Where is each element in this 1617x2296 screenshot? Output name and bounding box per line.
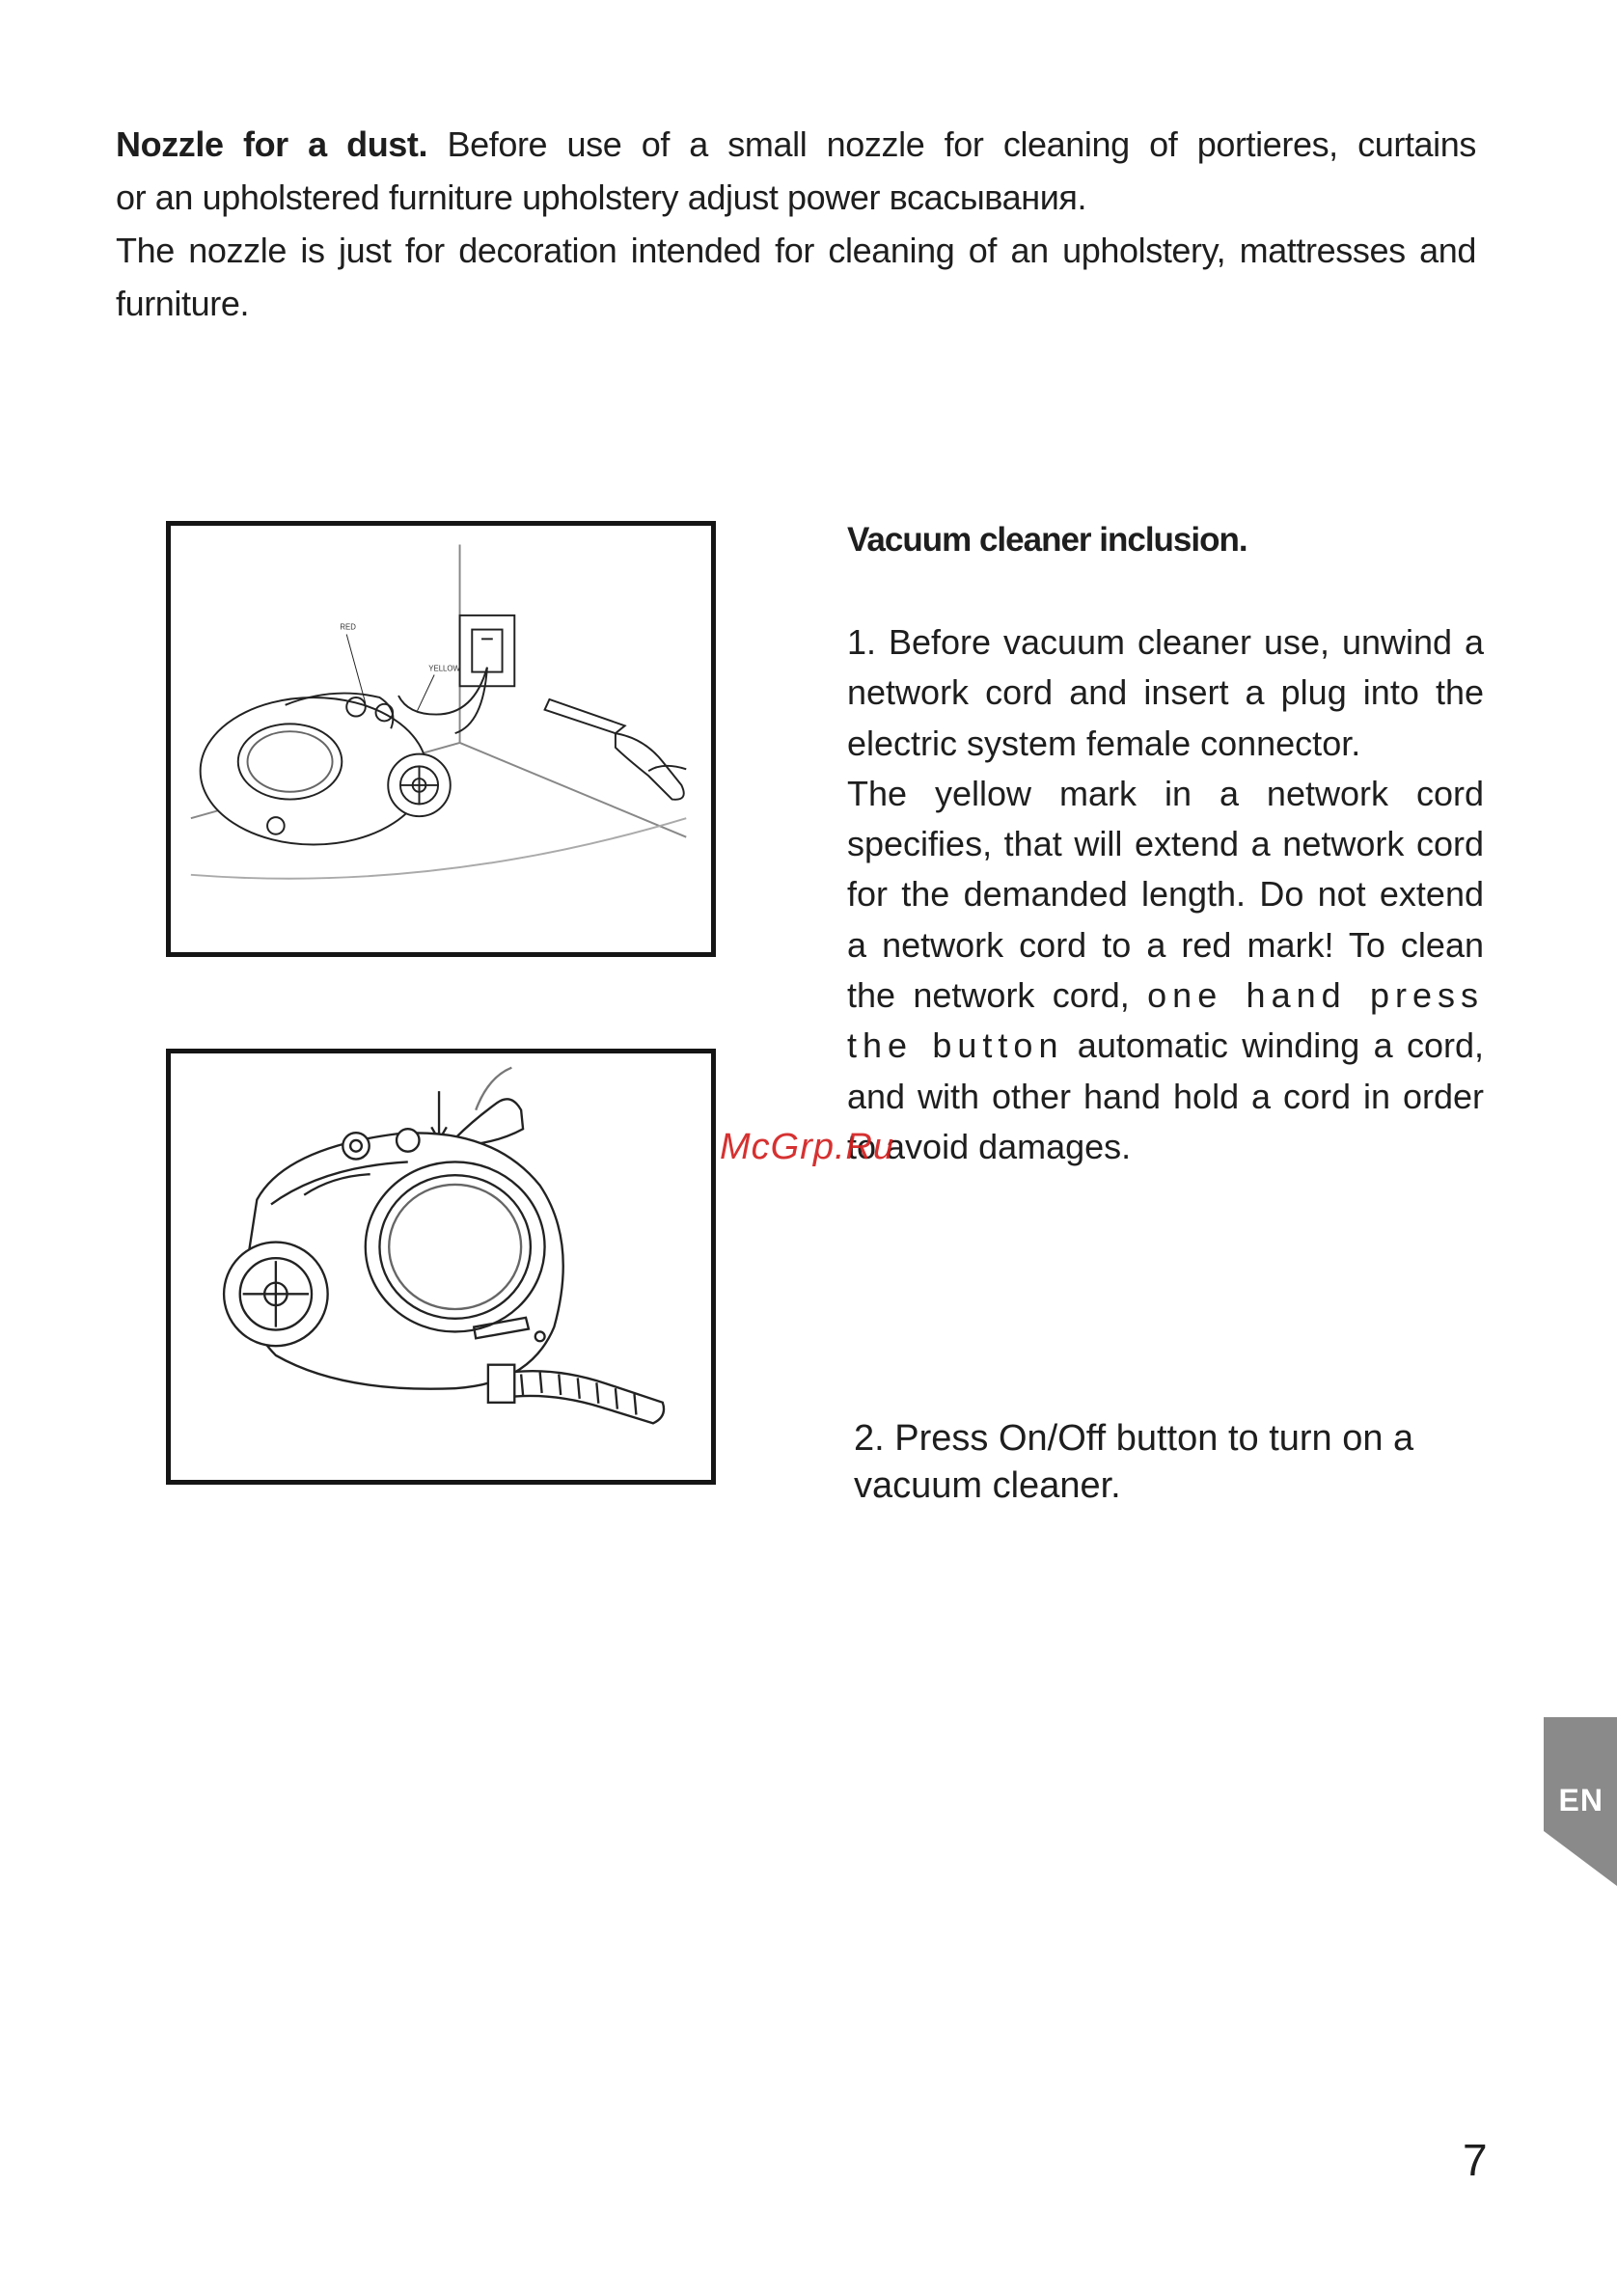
step-1-paragraph-2a: The yellow mark in a network cord specifies, that will extend a network cord for the demanded length. Do not extend a network cord to a red mark! To clean the network cord,: [847, 773, 1484, 1016]
step-1-paragraph-2b: one hand press the button: [847, 975, 1485, 1066]
vacuum-plug-illustration: [171, 526, 711, 952]
figure-plug-in: [166, 521, 716, 957]
step-1-paragraph-2c: automatic winding a cord, and with other hand hold a cord in order to avoid damages.: [847, 1025, 1484, 1166]
vacuum-rewind-illustration: [171, 1053, 711, 1480]
language-tab-label: EN: [1558, 1783, 1603, 1818]
intro-line-1: [116, 118, 1476, 171]
intro-line-2: or an upholstered furniture upholstery adjust power всасывания.: [116, 178, 1087, 217]
step-1-paragraph-1: 1. Before vacuum cleaner use, unwind a network cord and insert a plug into the electric system female connector.: [847, 622, 1484, 763]
watermark: McGrp.Ru: [720, 1127, 895, 1167]
intro-text: [116, 118, 1476, 330]
step-2-text: 2. Press On/Off button to turn on a vacuum cleaner.: [854, 1418, 1414, 1506]
intro-heading: Nozzle for a dust.: [116, 124, 428, 164]
step-1-text: [847, 617, 1484, 1172]
section-title: Vacuum cleaner inclusion.: [847, 521, 1247, 559]
label-red: RED: [340, 622, 356, 632]
page-number: 7: [1463, 2135, 1488, 2185]
intro-line-1-rest: Before use of a small nozzle for cleaning of portieres, curtains: [447, 124, 1476, 164]
intro-paragraph-2: The nozzle is just for decoration intended for cleaning of an upholstery, mattresses and furniture.: [116, 231, 1476, 323]
figure-cord-rewind: [166, 1049, 716, 1485]
step-1-paragraph-2: [847, 769, 1484, 1172]
label-yellow: YELLOW: [428, 664, 460, 673]
